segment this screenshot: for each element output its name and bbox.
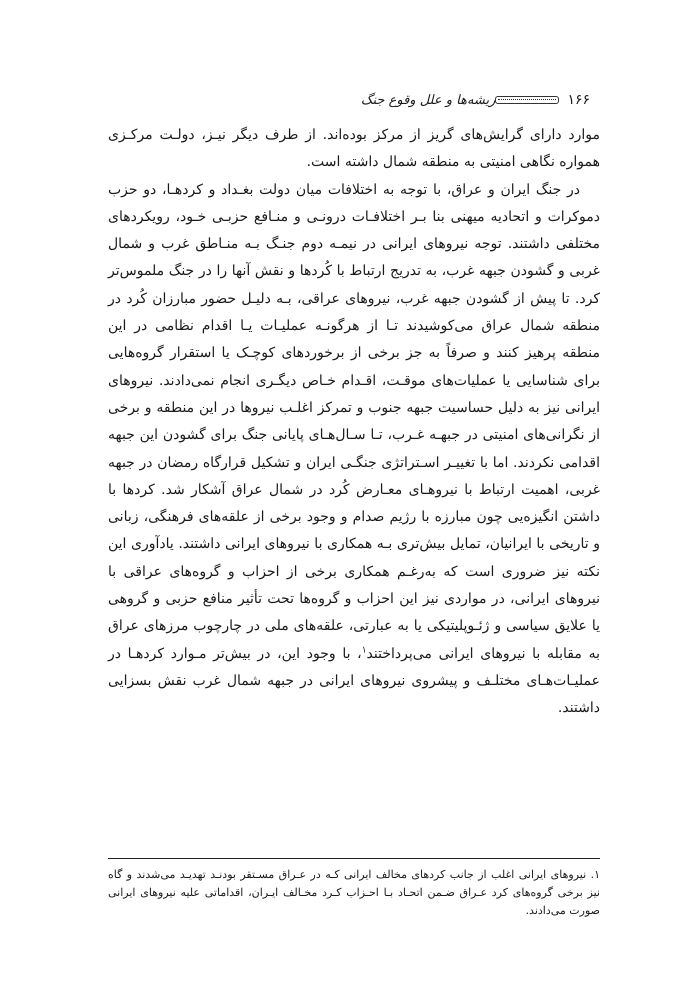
footnote — [108, 866, 600, 920]
page-header — [110, 88, 598, 112]
body-text — [108, 122, 600, 723]
footnote-divider — [108, 858, 600, 859]
header-ornament — [495, 96, 559, 104]
paragraph-2-text: در جنگ ایران و عراق، با توجه به اختلافات میان دولت بغـداد و کردهـا، دو حزب دموکرات و اتحادیه میهنی بنا بـر اختلافـات درونـی و منـافع حزبـی خـود، رویکردهای مختلفی داشتند. توجه نیروهای ایرانی در نیمـه دوم جنـگ بـه منـاطق غرب و شمال غربی و گشودن جبهه غرب، به تدریج ارتباط با کُردها و نقش آنها را در جنگ ملموس‌تر کرد. تا پیش از گشودن جبهه غرب، نیروهای عراقی، بـه دلیـل حضور مبارزان کُرد در منطقه شمال عراق می‌کوشیدند تـا از هرگونـه عملیـات یـا اقدام نظامی در این منطقه پرهیز کنند و صرفاً به جز برخی از برخوردهای کوچـک یا استقرار گروه‌هایی برای شناسایی یا عملیات‌های موقـت، اقـدام خـاص دیگـری انجام نمی‌دادند. نیروهای ایرانی نیز به دلیل حساسیت جبهه جنوب و تمرکز اغلـب نیروها در این منطقه و برخی از نگرانی‌های امنیتی در جبهـه غـرب، تـا سـال‌هـای پایانی جنگ برای گشودن این جبهه اقدامی نکردند. اما با تغییـر اسـتراتژی جنگـی ایران و تشکیل قرارگاه رمضان در جبهه غربی، اهمیت ارتباط با نیروهـای معـارض کُرد در شمال عراق آشکار شد. کردها با داشتن انگیزه‌یی چون مبارزه با رژیم صدام و وجود برخی از علقه‌های فرهنگی، زبانی و تاریخی با ایرانیان، تمایل بیش‌تری بـه همکاری با نیروهای ایرانی داشتند. یادآوری این نکته نیز ضروری است که به‌رغـم همکاری برخی از احزاب و گروه‌های عراقی با نیروهای ایرانی، در مواردی نیز این احزاب و گروه‌ها تحت تأثیر منافع حزبی و گروهی یا علایق سیاسی و ژئـوپلیتیکی یا به عبارتی، علقه‌های ملی در چارچوب مرزهای عراق به مقابله با نیروهای ایرانی می‌پرداختند — [108, 181, 600, 662]
running-title: ریشه‌ها و علل وقوع جنگ — [360, 92, 496, 108]
paragraph-1: موارد دارای گرایش‌های گریز از مرکز بوده‌اند. از طرف دیگر نیـز، دولـت مرکـزی همواره نگاهی امنیتی به منطقه شمال داشته است. — [108, 127, 600, 171]
paragraph-2 — [108, 177, 600, 723]
paragraph-2-tail: ، با وجود این، در بیش‌تر مـوارد کردهـا در عملیـات‌هـای مختلـف و پیشروی نیروهای ایرانی در جبهه شمال غرب نقش بسزایی داشتند. — [108, 645, 600, 717]
footnote-text: ۱. نیروهای ایرانی اغلب از جانب کردهای مخالف ایرانی کـه در عـراق مسـتقر بودنـد تهدیـد می‌شدند و گاه نیز برخی گروه‌های کرد عـراق ضـمن اتحـاد بـا احـزاب کـرد مخـالف ایـران، اقداماتی علیه نیروهای ایرانی صورت می‌دادند. — [108, 868, 600, 917]
page-number: ۱۶۶ — [567, 92, 590, 108]
footnote-reference: ۱ — [361, 644, 367, 655]
